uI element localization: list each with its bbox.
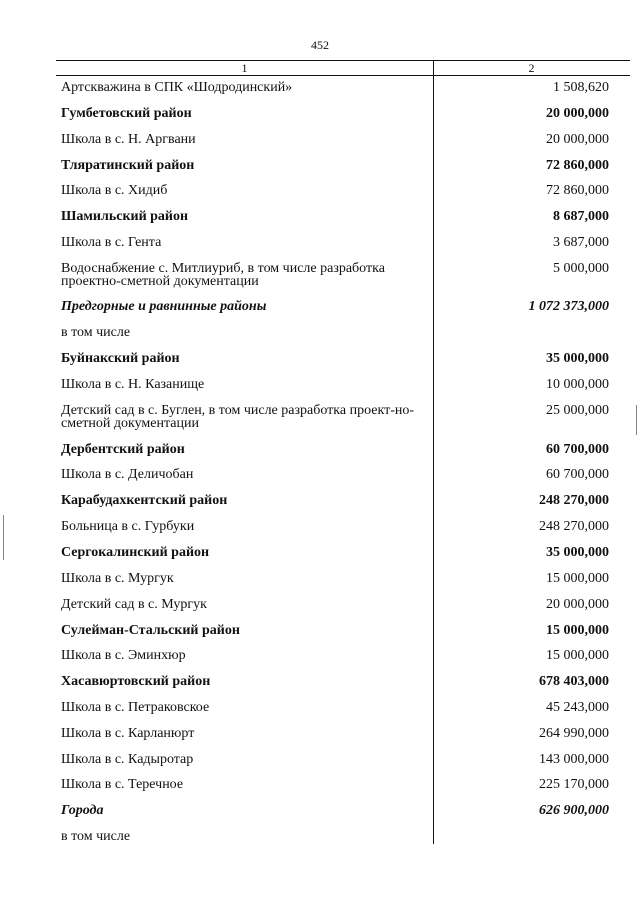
- row-value: 15 000,000: [546, 623, 609, 638]
- row-value: 72 860,000: [546, 183, 609, 198]
- row-value: 60 700,000: [546, 467, 609, 482]
- row-value: 20 000,000: [546, 597, 609, 612]
- row-value: 225 170,000: [539, 777, 609, 792]
- row-label: Школа в с. Эминхюр: [61, 648, 186, 663]
- row-label: Школа в с. Мургук: [61, 571, 174, 586]
- row-label: Тляратинский район: [61, 158, 195, 173]
- row-label: Артскважина в СПК «Шодродинский»: [61, 80, 293, 95]
- row-value: 248 270,000: [539, 493, 609, 508]
- header-col-2: 2: [528, 61, 535, 75]
- page-number: 452: [311, 38, 329, 52]
- row-value: 143 000,000: [539, 752, 609, 767]
- row-value: 678 403,000: [539, 674, 609, 689]
- row-value: 10 000,000: [546, 377, 609, 392]
- row-value: 72 860,000: [546, 158, 609, 173]
- row-value: 626 900,000: [539, 803, 609, 818]
- row-value: 15 000,000: [546, 571, 609, 586]
- row-value: 15 000,000: [546, 648, 609, 663]
- row-label: Дербентский район: [61, 442, 185, 457]
- row-value: 264 990,000: [539, 726, 609, 741]
- row-value: 3 687,000: [553, 235, 609, 250]
- row-label: Хасавюртовский район: [61, 674, 211, 689]
- row-label: Предгорные и равнинные районы: [61, 299, 267, 314]
- row-value: 5 000,000: [553, 261, 609, 276]
- row-label: Сулейман-Стальский район: [61, 623, 240, 638]
- row-label: Города: [61, 803, 104, 818]
- row-label: Сергокалинский район: [61, 545, 210, 560]
- row-label: Школа в с. Теречное: [61, 777, 184, 792]
- row-value: 35 000,000: [546, 351, 609, 366]
- row-value: 25 000,000: [546, 403, 609, 418]
- row-value: 248 270,000: [539, 519, 609, 534]
- row-label: Школа в с. Н. Аргвани: [61, 132, 196, 147]
- row-value: 35 000,000: [546, 545, 609, 560]
- row-label: Школа в с. Кадыротар: [61, 752, 194, 767]
- row-label: Водоснабжение с. Митлиуриб, в том числе разработка проектно-сметной документации: [61, 261, 385, 289]
- row-label: Школа в с. Н. Казанище: [61, 377, 205, 392]
- row-label: Детский сад в с. Буглен, в том числе разработка проект-но-сметной документации: [61, 403, 415, 431]
- row-label: Детский сад в с. Мургук: [61, 597, 207, 612]
- row-value: 8 687,000: [553, 209, 609, 224]
- row-label: Школа в с. Хидиб: [61, 183, 168, 198]
- row-label: Гумбетовский район: [61, 106, 192, 121]
- row-label: Буйнакский район: [61, 351, 180, 366]
- row-value: 20 000,000: [546, 106, 609, 121]
- row-label: Школа в с. Гента: [61, 235, 162, 250]
- row-label: в том числе: [61, 829, 131, 844]
- scan-mark-left: [3, 515, 4, 560]
- scan-mark-right: [636, 405, 637, 435]
- row-value: 1 072 373,000: [528, 299, 609, 314]
- row-label: Шамильский район: [61, 209, 189, 224]
- row-value: 45 243,000: [546, 700, 609, 715]
- row-value: 60 700,000: [546, 442, 609, 457]
- table-header-row: [56, 61, 630, 76]
- row-label: Карабудахкентский район: [61, 493, 228, 508]
- row-label: в том числе: [61, 325, 131, 340]
- row-value: 1 508,620: [553, 80, 609, 95]
- row-label: Школа в с. Деличобан: [61, 467, 194, 482]
- row-value: 20 000,000: [546, 132, 609, 147]
- row-label: Школа в с. Петраковское: [61, 700, 210, 715]
- header-col-1: 1: [241, 61, 248, 75]
- row-label: Больница в с. Гурбуки: [61, 519, 195, 534]
- row-label: Школа в с. Карланюрт: [61, 726, 195, 741]
